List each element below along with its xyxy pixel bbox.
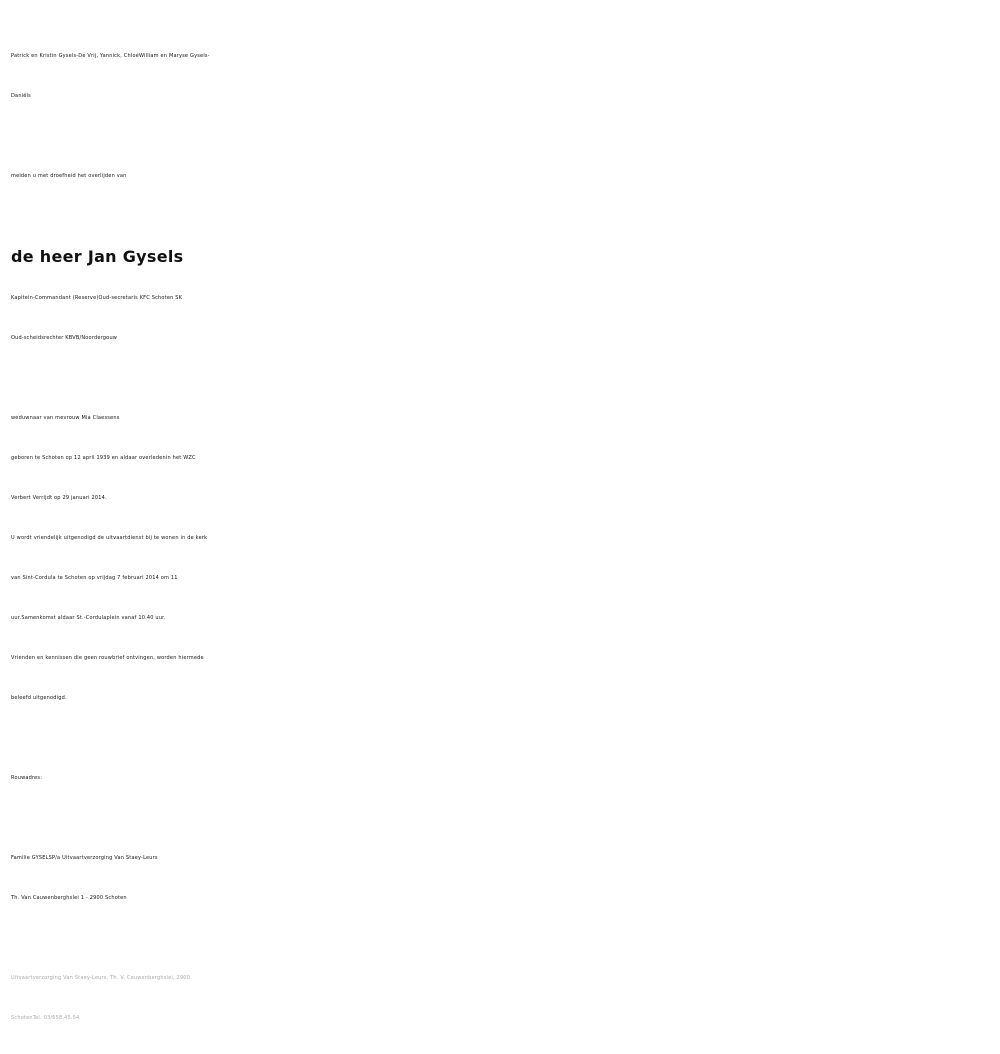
detail-line: beleefd uitgenodigd. [11, 695, 67, 701]
spacer [11, 116, 991, 156]
detail-line: van Sint-Cordula te Schoten op vrijdag 7 februari 2014 om 11 [11, 575, 178, 581]
detail-line: geboren te Schoten op 12 april 1939 en aldaar overledenin het WZC [11, 455, 196, 461]
deceased-name: de heer Jan Gysels [11, 247, 184, 266]
mourning-address-line-2: Th. Van Cauwenberghslei 1 - 2900 Schoten [11, 895, 127, 901]
deceased-title-line-2: Oud-scheidsrechter KBVB/Noordergouw [11, 335, 118, 341]
intro-text: melden u met droefheid het overlijden van [11, 173, 127, 179]
deceased-title-line-1: Kapitein-Commandant (Reserve)Oud-secretaris KFC Schoten SK [11, 295, 183, 301]
obituary-notice [11, 36, 991, 1038]
detail-line: Vrienden en kennissen die geen rouwbrief ontvingen, worden hiermede [11, 655, 204, 661]
mourning-address-line-1: Familie GYSELSP/a Uitvaartverzorging Van Staey-Leurs [11, 855, 158, 861]
spacer [11, 718, 991, 758]
detail-line: Verbert Verrijdt op 29 januari 2014. [11, 495, 107, 501]
spacer [11, 358, 991, 398]
funeral-home-footer-line-1: Uitvaartverzorging Van Staey-Leurs, Th. V. Cauwenberghslei, 2900 [11, 975, 191, 981]
funeral-home-footer-line-2: SchotenTel. 03/658.45.54 [11, 1015, 80, 1021]
spacer [11, 918, 991, 958]
spacer [11, 196, 991, 236]
mourning-address-label: Rouwadres: [11, 775, 43, 781]
detail-line: U wordt vriendelijk uitgenodigd de uitvaartdienst bij te wonen in de kerk [11, 535, 208, 541]
spacer [11, 798, 991, 838]
detail-line: weduwnaar van mevrouw Mia Claessens [11, 415, 120, 421]
announcers-line-1: Patrick en Kristin Gysels-De Vrij, Yannick, ChloéWilliam en Maryse Gysels- [11, 53, 210, 59]
detail-line: uur.Samenkomst aldaar St.-Cordulaplein vanaf 10.40 uur. [11, 615, 166, 621]
announcers-line-2: Daniëls [11, 93, 31, 99]
